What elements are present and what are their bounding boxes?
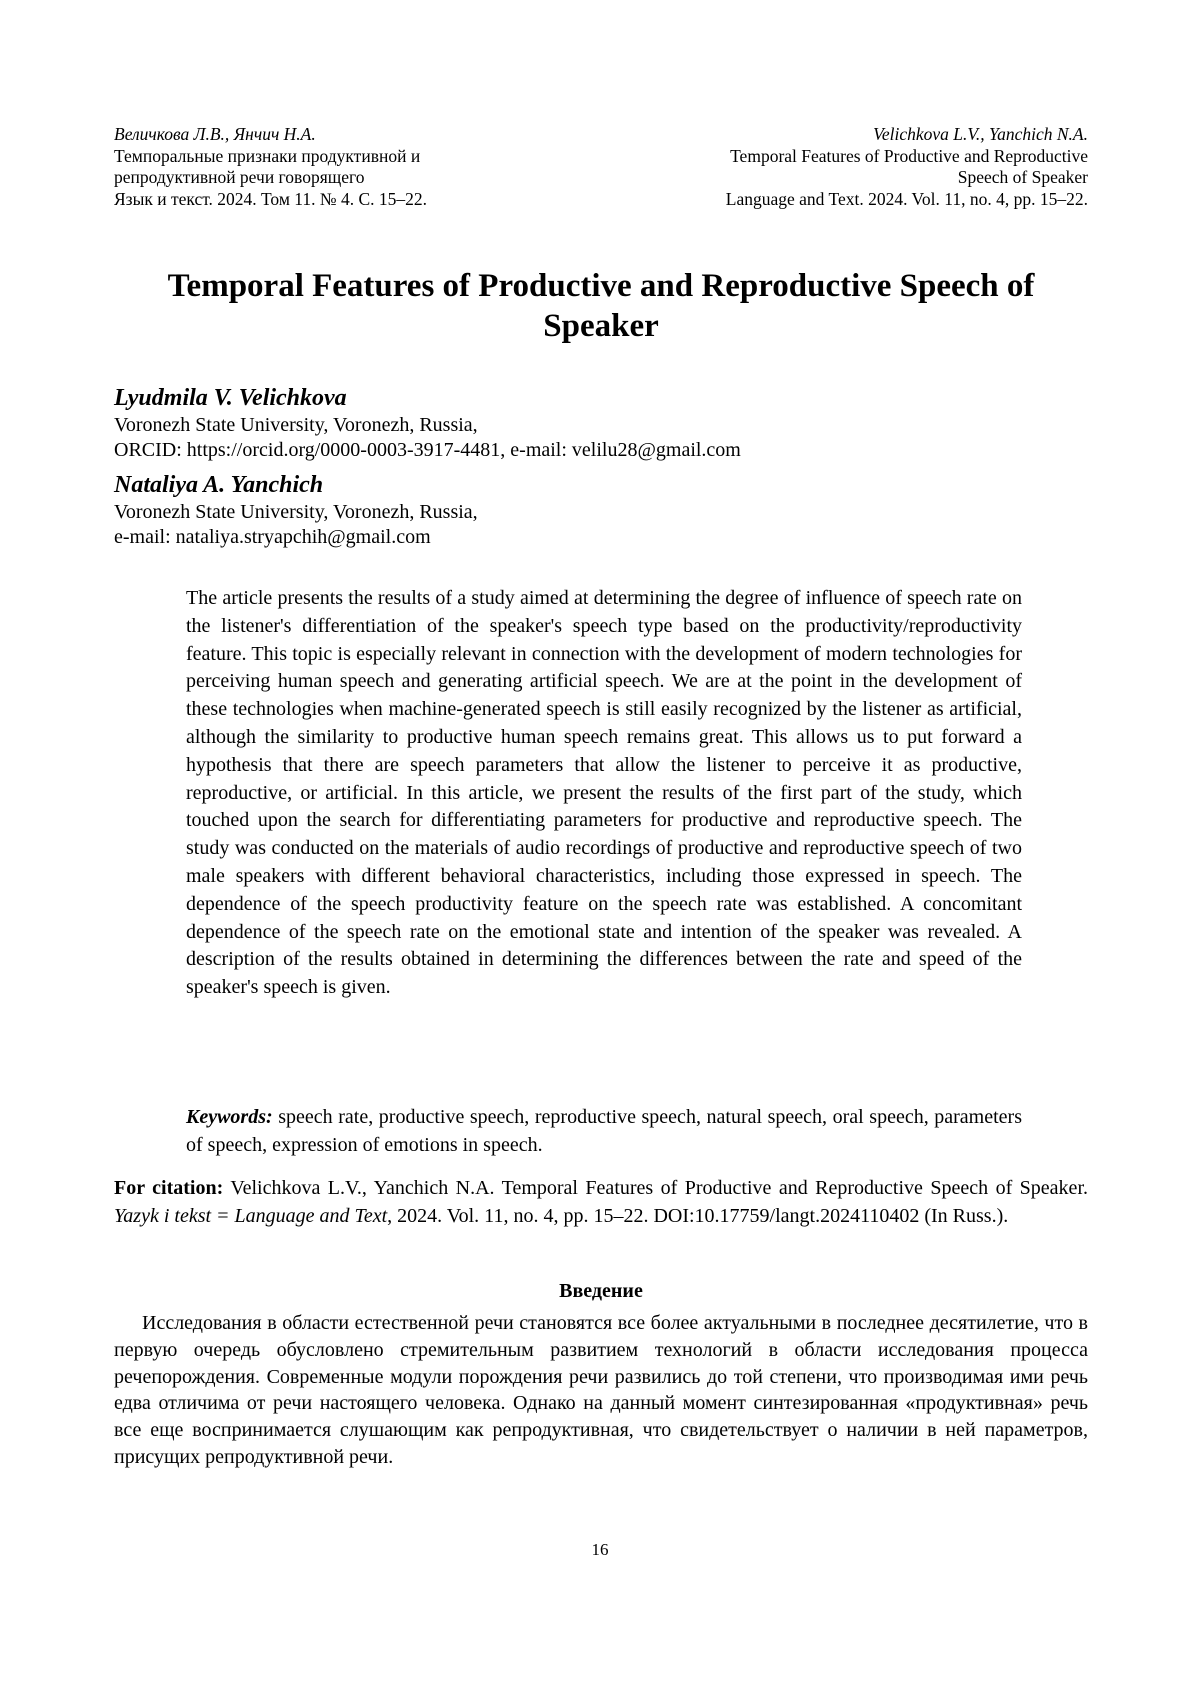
header-title-en-line1: Temporal Features of Productive and Reproductive	[730, 145, 1088, 166]
author-affiliation: Voronezh State University, Voronezh, Russia,	[114, 414, 478, 436]
header-authors-en: Velichkova L.V., Yanchich N.A.	[873, 124, 1088, 144]
citation-text-before: Velichkova L.V., Yanchich N.A. Temporal Features of Productive and Reproductive Speech of Speaker.	[230, 1177, 1088, 1199]
author-name: Nataliya A. Yanchich	[114, 472, 324, 498]
author-contact: e-mail: nataliya.stryapchih@gmail.com	[114, 526, 431, 548]
keywords	[186, 1104, 1022, 1159]
citation-journal: Yazyk i tekst = Language and Text	[114, 1204, 388, 1227]
running-header-russian	[114, 124, 584, 210]
author-affiliation: Voronezh State University, Voronezh, Russia,	[114, 501, 478, 523]
header-title-ru-line2: репродуктивной речи говорящего	[114, 167, 365, 187]
author-entry	[114, 383, 1088, 463]
header-source-en: Language and Text. 2024. Vol. 11, no. 4, pp. 15–22.	[725, 188, 1088, 209]
header-source-ru: Язык и текст. 2024. Том 11. № 4. С. 15–22.	[114, 188, 428, 209]
author-name: Lyudmila V. Velichkova	[114, 385, 347, 411]
author-entry	[114, 470, 1088, 550]
running-header-english	[618, 124, 1088, 210]
header-title-en-line2: Speech of Speaker	[957, 167, 1088, 187]
section-heading-introduction: Введение	[559, 1280, 643, 1302]
introduction-paragraph: Исследования в области естественной речи становятся все более актуальными в последнее десятилетие, что в первую очередь обусловлено стремительным развитием технологий в области исследования процесса речепорождения. Современные модули порождения речи развились до той степени, что производимая ими речь едва отличима от речи настоящего человека. Однако на данный момент синтезированная «продуктивная» речь все еще воспринимается слушающим как репродуктивная, что свидетельствует о наличии в ней параметров, присущих репродуктивной речи.	[114, 1312, 1088, 1468]
header-title-ru-line1: Темпоральные признаки продуктивной и	[114, 145, 421, 166]
citation-label: For citation:	[114, 1177, 224, 1199]
authors-block	[114, 383, 1088, 557]
abstract: The article presents the results of a study aimed at determining the degree of influence of speech rate on the listener's differentiation of the speaker's speech type based on the productivity/reproductivity feature. This topic is especially relevant in connection with the development of modern technologies for perceiving human speech and generating artificial speech. We are at the point in the development of these technologies when machine-generated speech is still easily recognized by the listener as artificial, although the similarity to productive human speech remains great. This allows us to put forward a hypothesis that there are speech parameters that allow the listener to perceive it as productive, reproductive, or artificial. In this article, we present the results of the first part of the study, which touched upon the search for differentiating parameters for productive and reproductive speech. The study was conducted on the materials of audio recordings of productive and reproductive speech of two male speakers with different behavioral characteristics, including those expressed in speech. The dependence of the speech productivity feature on the speech rate was established. A concomitant dependence of the speech rate on the emotional state and intention of the speaker was revealed. A description of the results obtained in determining the differences between the rate and speed of the speaker's speech is given.	[186, 587, 1022, 999]
page-number: 16	[591, 1540, 609, 1559]
citation-text-after: , 2024. Vol. 11, no. 4, pp. 15–22. DOI:10.17759/langt.2024110402 (In Russ.).	[387, 1204, 1009, 1227]
keywords-label: Keywords:	[186, 1106, 273, 1128]
author-contact: ORCID: https://orcid.org/0000-0003-3917-4481, e-mail: velilu28@gmail.com	[114, 439, 741, 461]
article-title: Temporal Features of Productive and Reproductive Speech of Speaker	[167, 268, 1035, 344]
header-authors-ru: Величкова Л.В., Янчич Н.А.	[114, 124, 316, 144]
keywords-text: speech rate, productive speech, reproductive speech, natural speech, oral speech, parameters of speech, expression of emotions in speech.	[186, 1106, 1022, 1156]
running-header	[114, 124, 1088, 210]
citation	[114, 1175, 1088, 1230]
